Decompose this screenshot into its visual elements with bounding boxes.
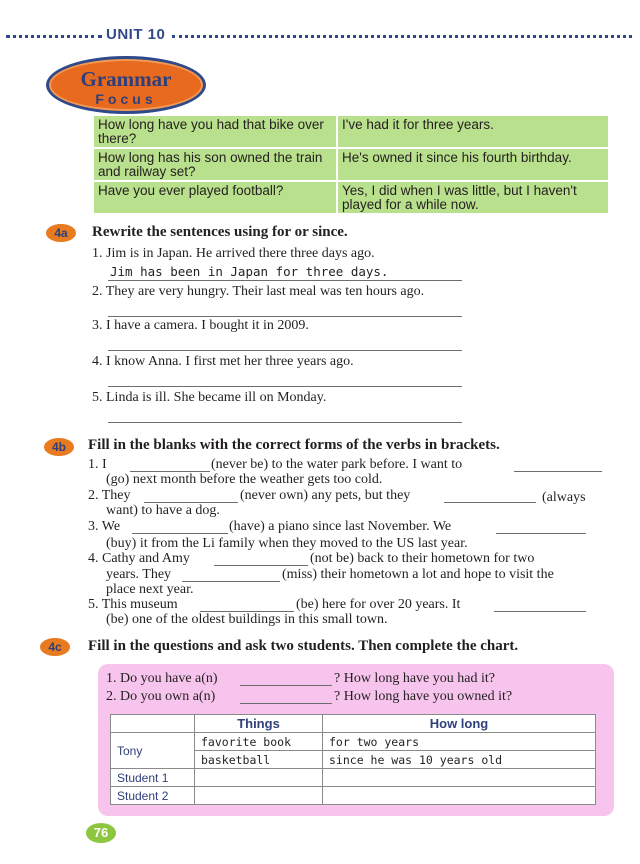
grammar-question: How long have you had that bike over there? xyxy=(93,115,337,148)
exercise-4b-text: (buy) it from the Li family when they moved to the US last year. xyxy=(106,536,468,551)
question-2-end: ? How long have you owned it? xyxy=(334,689,513,704)
exercise-4a-item-3: 3. I have a camera. I bought it in 2009. xyxy=(92,318,309,333)
grammar-focus-subtitle: Focus xyxy=(95,91,157,107)
blank-1b[interactable] xyxy=(514,471,602,472)
exercise-4b-text: 5. This museum xyxy=(88,597,178,612)
exercise-4b-text: (go) next month before the weather gets too cold. xyxy=(106,472,383,487)
answer-line-3[interactable] xyxy=(108,350,462,351)
section-4a-badge: 4a xyxy=(46,224,76,242)
question-1-blank[interactable] xyxy=(240,685,332,686)
exercise-4a-item-5: 5. Linda is ill. She became ill on Monday. xyxy=(92,390,327,405)
chart-header-name xyxy=(111,715,195,733)
question-2-blank[interactable] xyxy=(240,703,332,704)
chart-row xyxy=(111,787,596,805)
section-4c-badge: 4c xyxy=(40,638,70,656)
grammar-focus-title: Grammar xyxy=(80,67,172,91)
blank-4a[interactable] xyxy=(214,565,308,566)
chart-name-cell: Tony xyxy=(111,733,195,769)
exercise-4b-text: 2. They xyxy=(88,488,131,503)
exercise-4a-item-1: 1. Jim is in Japan. He arrived there three days ago. xyxy=(92,246,375,261)
exercise-4b-text: (always xyxy=(542,490,586,505)
exercise-4b-text: 4. Cathy and Amy xyxy=(88,551,190,566)
exercise-4a-item-2: 2. They are very hungry. Their last meal was ten hours ago. xyxy=(92,284,425,299)
exercise-4b-text: (never be) to the water park before. I want to xyxy=(211,457,463,472)
chart-how-long-cell[interactable] xyxy=(323,787,596,805)
section-4a-instruction: Rewrite the sentences using for or since. xyxy=(92,224,348,240)
page-number: 76 xyxy=(86,823,116,843)
exercise-4b-text: 3. We xyxy=(88,519,121,534)
grammar-row xyxy=(93,148,609,181)
blank-3a[interactable] xyxy=(132,533,228,534)
chart-name-cell: Student 1 xyxy=(111,769,195,787)
exercise-4b-text: want) to have a dog. xyxy=(106,503,220,518)
section-4b-instruction: Fill in the blanks with the correct forms of the verbs in brackets. xyxy=(88,437,500,453)
unit-header xyxy=(0,26,640,46)
exercise-4a-answer-1: Jim has been in Japan for three days. xyxy=(110,264,389,279)
answer-line-5[interactable] xyxy=(108,422,462,423)
blank-3b[interactable] xyxy=(496,533,586,534)
chart-header-things: Things xyxy=(195,715,323,733)
chart-how-long-cell[interactable] xyxy=(323,769,596,787)
chart-things-cell: basketball xyxy=(195,751,323,769)
blank-5b[interactable] xyxy=(494,611,586,612)
exercise-4b-text: (miss) their hometown a lot and hope to visit the xyxy=(282,567,554,582)
blank-2b[interactable] xyxy=(444,502,536,503)
section-4b-badge: 4b xyxy=(44,438,74,456)
chart-how-long-cell: since he was 10 years old xyxy=(323,751,596,769)
grammar-row xyxy=(93,115,609,148)
answer-line-1[interactable] xyxy=(108,280,462,281)
grammar-focus-badge xyxy=(46,56,206,114)
chart-things-cell: favorite book xyxy=(195,733,323,751)
grammar-question: How long has his son owned the train and railway set? xyxy=(93,148,337,181)
exercise-4b-text: 1. I xyxy=(88,457,107,472)
chart-header-row xyxy=(111,715,596,733)
exercise-4b-text: (be) one of the oldest buildings in this small town. xyxy=(106,612,388,627)
chart-name-cell: Student 2 xyxy=(111,787,195,805)
grammar-row xyxy=(93,181,609,214)
answer-line-2[interactable] xyxy=(108,316,462,317)
grammar-table xyxy=(92,114,610,215)
grammar-answer: I've had it for three years. xyxy=(337,115,609,148)
chart-things-cell[interactable] xyxy=(195,787,323,805)
exercise-4b-text: place next year. xyxy=(106,582,194,597)
unit-title: UNIT 10 xyxy=(106,26,166,43)
chart-row xyxy=(111,769,596,787)
question-1-end: ? How long have you had it? xyxy=(334,671,495,686)
grammar-answer: He's owned it since his fourth birthday. xyxy=(337,148,609,181)
exercise-4b-text: (never own) any pets, but they xyxy=(240,488,411,503)
question-1-start: 1. Do you have a(n) xyxy=(106,671,218,686)
exercise-4b-text: years. They xyxy=(106,567,172,582)
exercise-4b-text: (not be) back to their hometown for two xyxy=(310,551,535,566)
survey-chart xyxy=(110,714,596,805)
exercise-4b-text: (be) here for over 20 years. It xyxy=(296,597,461,612)
section-4c-instruction: Fill in the questions and ask two students. Then complete the chart. xyxy=(88,638,519,654)
chart-row xyxy=(111,733,596,751)
question-2-start: 2. Do you own a(n) xyxy=(106,689,216,704)
chart-header-how-long: How long xyxy=(323,715,596,733)
grammar-question: Have you ever played football? xyxy=(93,181,337,214)
answer-line-4[interactable] xyxy=(108,386,462,387)
dotted-rule-left xyxy=(6,35,102,38)
chart-how-long-cell: for two years xyxy=(323,733,596,751)
exercise-4a-item-4: 4. I know Anna. I first met her three years ago. xyxy=(92,354,354,369)
chart-things-cell[interactable] xyxy=(195,769,323,787)
dotted-rule-right xyxy=(172,35,632,38)
grammar-answer: Yes, I did when I was little, but I haven't played for a while now. xyxy=(337,181,609,214)
blank-4b[interactable] xyxy=(182,581,280,582)
exercise-4b-text: (have) a piano since last November. We xyxy=(229,519,452,534)
